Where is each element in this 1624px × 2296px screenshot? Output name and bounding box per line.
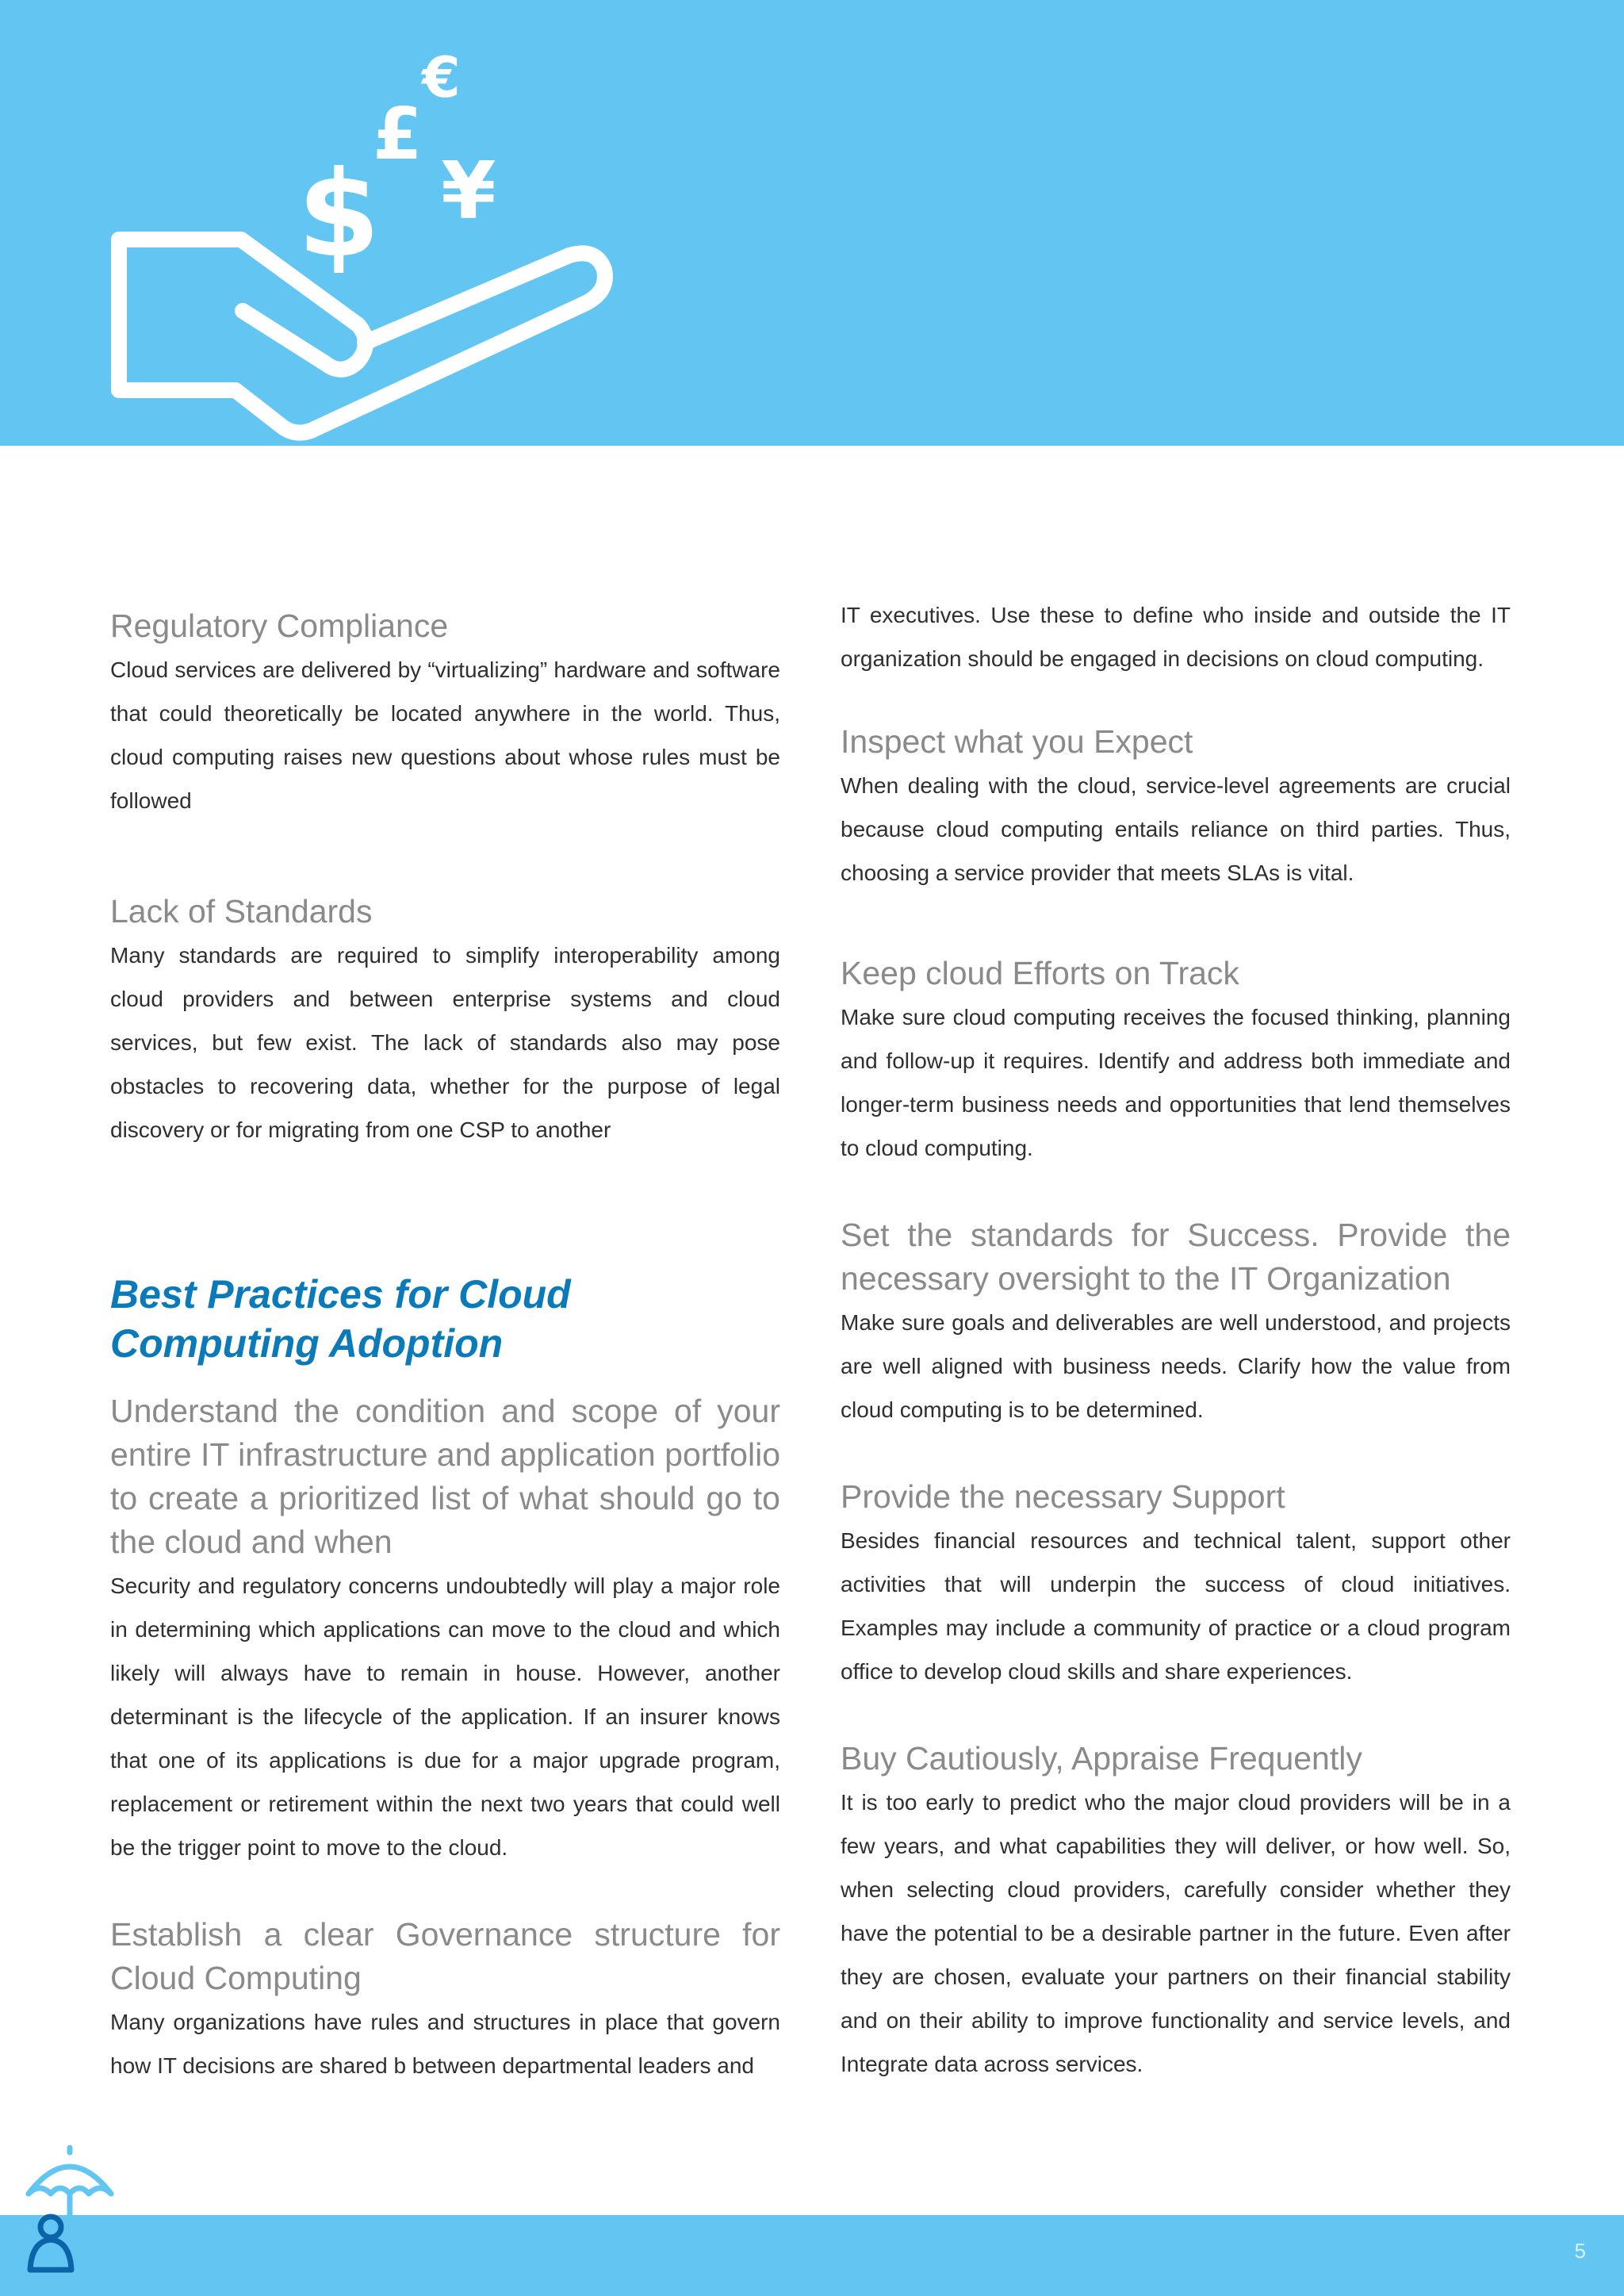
understand-section xyxy=(110,1389,780,1869)
inspect-section xyxy=(841,720,1511,895)
dollar-symbol: $ xyxy=(297,146,381,284)
yen-symbol: ¥ xyxy=(441,144,496,237)
support-heading: Provide the necessary Support xyxy=(841,1478,1285,1515)
regulatory-heading: Regulatory Compliance xyxy=(110,608,449,644)
page-number: 5 xyxy=(1574,2239,1586,2263)
governance-heading: Establish a clear Governance structure for Cloud Computing xyxy=(110,1916,780,1996)
governance-body: Many organizations have rules and structures in place that govern how IT decisions are shared b between departmental leaders and xyxy=(110,2010,780,2078)
best-practices-title xyxy=(110,1270,780,1368)
buy-cautiously-section xyxy=(841,1737,1511,2086)
regulatory-body: Cloud services are delivered by “virtualizing” hardware and software that could theoretically be located anywhere in the world. Thus, cloud computing raises new questions about whose rules must be followed xyxy=(110,657,780,813)
buy-cautiously-heading: Buy Cautiously, Appraise Frequently xyxy=(841,1740,1362,1777)
continuation-section xyxy=(841,593,1511,680)
euro-symbol: € xyxy=(422,45,461,110)
hand-money-icon xyxy=(0,0,714,446)
inspect-heading: Inspect what you Expect xyxy=(841,723,1193,760)
footer-banner xyxy=(0,2215,1624,2296)
governance-section xyxy=(110,1913,780,2087)
header-banner xyxy=(0,0,1624,446)
set-standards-body: Make sure goals and deliverables are well understood, and projects are well aligned with business needs. Clarify how the value from cloud computing is to be determined. xyxy=(841,1310,1511,1422)
best-practices-title-line1: Best Practices for Cloud xyxy=(110,1272,571,1317)
pound-symbol: £ xyxy=(373,93,423,176)
keep-on-track-heading: Keep cloud Efforts on Track xyxy=(841,955,1239,991)
set-standards-heading: Set the standards for Success. Provide the necessary oversight to the IT Organization xyxy=(841,1217,1511,1297)
keep-on-track-body: Make sure cloud computing receives the focused thinking, planning and follow-up it requires. Identify and address both immediate and longer-term business needs and opportunities that lend themselves to cloud computing. xyxy=(841,1005,1511,1160)
standards-heading: Lack of Standards xyxy=(110,893,373,930)
standards-section xyxy=(110,890,780,1152)
inspect-body: When dealing with the cloud, service-level agreements are crucial because cloud computing entails reliance on third parties. Thus, choosing a service provider that meets SLAs is vital. xyxy=(841,773,1511,885)
support-body: Besides financial resources and technical talent, support other activities that will underpin the success of cloud initiatives. Examples may include a community of practice or a cloud program office to develop cloud skills and share experiences. xyxy=(841,1528,1511,1684)
standards-body: Many standards are required to simplify interoperability among cloud providers and between enterprise systems and cloud services, but few exist. The lack of standards also may pose obstacles to recovering data, whether for the purpose of legal discovery or for migrating from one CSP to another xyxy=(110,943,780,1142)
set-standards-section xyxy=(841,1213,1511,1432)
understand-heading: Understand the condition and scope of your entire IT infrastructure and application portfolio to create a prioritized list of what should go to the cloud and when xyxy=(110,1393,780,1560)
best-practices-title-line2: Computing Adoption xyxy=(110,1321,504,1366)
keep-on-track-section xyxy=(841,952,1511,1170)
support-section xyxy=(841,1475,1511,1693)
understand-body: Security and regulatory concerns undoubtedly will play a major role in determining which applications can move to the cloud and which likely will always have to remain in house. However, another determinant is the lifecycle of the application. If an insurer knows that one of its applications is due for a major upgrade program, replacement or retirement within the next two years that could well be the trigger point to move to the cloud. xyxy=(110,1573,780,1860)
umbrella-person-icon xyxy=(22,2141,117,2276)
regulatory-section xyxy=(110,604,780,822)
buy-cautiously-body: It is too early to predict who the major cloud providers will be in a few years, and what capabilities they will deliver, or how well. So, when selecting cloud providers, carefully consider whether they have the potential to be a desirable partner in the future. Even after they are chosen, evaluate your partners on their financial stability and on their ability to improve functionality and service levels, and Integrate data across services. xyxy=(841,1790,1511,2076)
continuation-body: IT executives. Use these to define who inside and outside the IT organization should be engaged in decisions on cloud computing. xyxy=(841,603,1511,671)
